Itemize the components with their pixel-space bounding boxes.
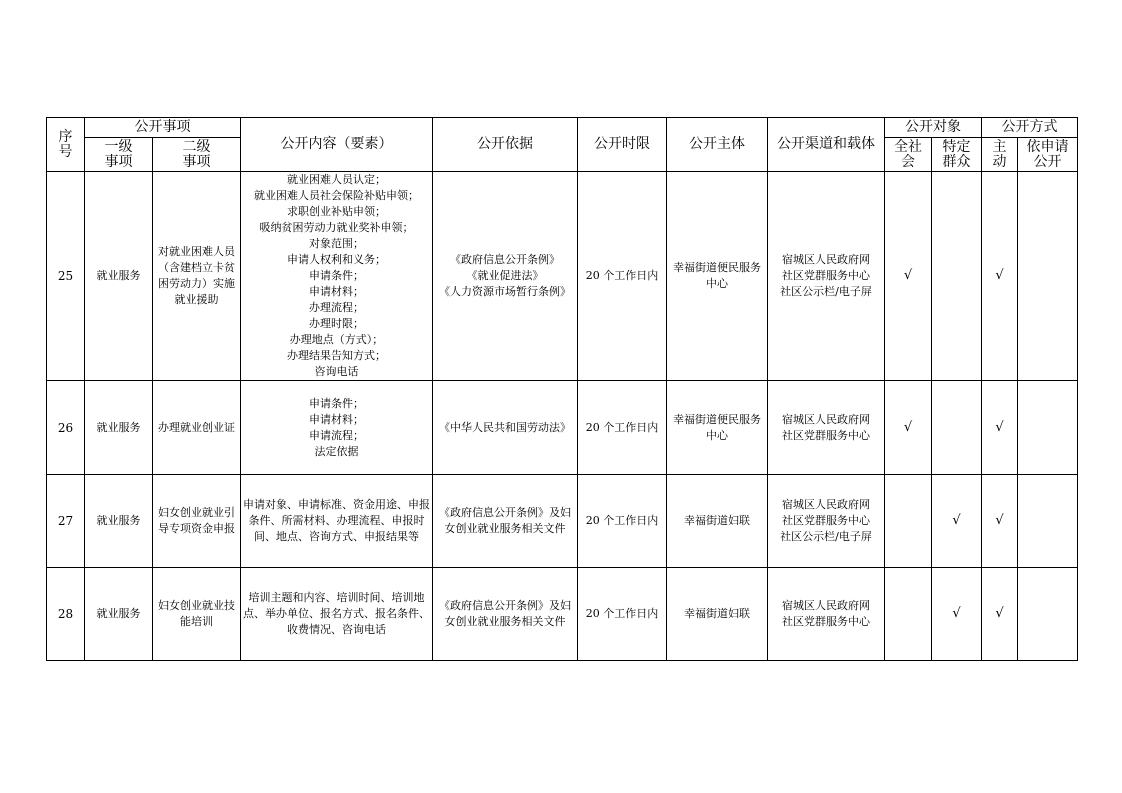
header-seq: 序号: [47, 118, 85, 172]
cell-channel: 宿城区人民政府网 社区党群服务中心: [768, 568, 885, 661]
table-row: [47, 475, 1078, 568]
cell-basis: 《中华人民共和国劳动法》: [433, 381, 578, 475]
header-mode-request: 依申请公开: [1018, 138, 1078, 172]
cell-level2: 妇女创业就业引导专项资金申报: [153, 475, 241, 568]
disclosure-table: [46, 117, 1078, 661]
cell-level2: 对就业困难人员（含建档立卡贫困劳动力）实施就业援助: [153, 172, 241, 381]
cell-subject: 幸福街道妇联: [667, 568, 768, 661]
cell-level1: 就业服务: [85, 172, 153, 381]
cell-level1: 就业服务: [85, 568, 153, 661]
cell-audience-all: √: [885, 172, 932, 381]
cell-level2: 办理就业创业证: [153, 381, 241, 475]
cell-audience-all: [885, 475, 932, 568]
cell-audience-specific: [932, 172, 982, 381]
cell-mode-request: [1018, 381, 1078, 475]
header-mode-active: 主动: [982, 138, 1018, 172]
cell-content: 申请对象、申请标准、资金用途、申报条件、所需材料、办理流程、申报时间、地点、咨询方式、申报结果等: [241, 475, 433, 568]
header-audience-specific: 特定群众: [932, 138, 982, 172]
cell-basis: 《政府信息公开条例》 《就业促进法》 《人力资源市场暂行条例》: [433, 172, 578, 381]
table-row: [47, 381, 1078, 475]
cell-content: 就业困难人员认定； 就业困难人员社会保险补贴申领； 求职创业补贴申领； 吸纳贫困劳动力就业奖补申领； 对象范围； 申请人权利和义务； 申请条件； 申请材料； 办理流程； 办理时限； 办理地点（方式）； 办理结果告知方式； 咨询电话: [241, 172, 433, 381]
cell-mode-active: √: [982, 475, 1018, 568]
cell-mode-request: [1018, 172, 1078, 381]
cell-audience-all: √: [885, 381, 932, 475]
cell-subject: 幸福街道便民服务中心: [667, 172, 768, 381]
cell-basis: 《政府信息公开条例》及妇女创业就业服务相关文件: [433, 568, 578, 661]
cell-content: 培训主题和内容、培训时间、培训地点、举办单位、报名方式、报名条件、收费情况、咨询电话: [241, 568, 433, 661]
cell-seq: 25: [47, 172, 85, 381]
header-time-limit: 公开时限: [578, 118, 667, 172]
cell-audience-all: [885, 568, 932, 661]
header-level1: 一级事项: [85, 138, 153, 172]
header-basis: 公开依据: [433, 118, 578, 172]
cell-time-limit: 20 个工作日内: [578, 475, 667, 568]
cell-content: 申请条件； 申请材料； 申请流程； 法定依据: [241, 381, 433, 475]
cell-mode-request: [1018, 475, 1078, 568]
table-header: [47, 118, 1078, 172]
header-channel: 公开渠道和载体: [768, 118, 885, 172]
cell-mode-active: √: [982, 172, 1018, 381]
cell-seq: 26: [47, 381, 85, 475]
cell-mode-request: [1018, 568, 1078, 661]
header-content: 公开内容（要素）: [241, 118, 433, 172]
header-audience-all: 全社会: [885, 138, 932, 172]
cell-channel: 宿城区人民政府网 社区党群服务中心: [768, 381, 885, 475]
cell-audience-specific: √: [932, 475, 982, 568]
cell-time-limit: 20 个工作日内: [578, 172, 667, 381]
cell-mode-active: √: [982, 568, 1018, 661]
cell-audience-specific: √: [932, 568, 982, 661]
header-level2: 二级事项: [153, 138, 241, 172]
cell-channel: 宿城区人民政府网 社区党群服务中心 社区公示栏/电子屏: [768, 172, 885, 381]
header-row-top: [47, 118, 1078, 138]
header-item-group: 公开事项: [85, 118, 241, 138]
header-mode-group: 公开方式: [982, 118, 1078, 138]
table-row: [47, 172, 1078, 381]
cell-level2: 妇女创业就业技能培训: [153, 568, 241, 661]
cell-time-limit: 20 个工作日内: [578, 381, 667, 475]
cell-subject: 幸福街道便民服务中心: [667, 381, 768, 475]
table-row: [47, 568, 1078, 661]
cell-level1: 就业服务: [85, 475, 153, 568]
cell-seq: 28: [47, 568, 85, 661]
cell-mode-active: √: [982, 381, 1018, 475]
cell-audience-specific: [932, 381, 982, 475]
cell-channel: 宿城区人民政府网 社区党群服务中心 社区公示栏/电子屏: [768, 475, 885, 568]
cell-subject: 幸福街道妇联: [667, 475, 768, 568]
header-audience-group: 公开对象: [885, 118, 982, 138]
cell-basis: 《政府信息公开条例》及妇女创业就业服务相关文件: [433, 475, 578, 568]
cell-time-limit: 20 个工作日内: [578, 568, 667, 661]
cell-level1: 就业服务: [85, 381, 153, 475]
cell-seq: 27: [47, 475, 85, 568]
header-subject: 公开主体: [667, 118, 768, 172]
